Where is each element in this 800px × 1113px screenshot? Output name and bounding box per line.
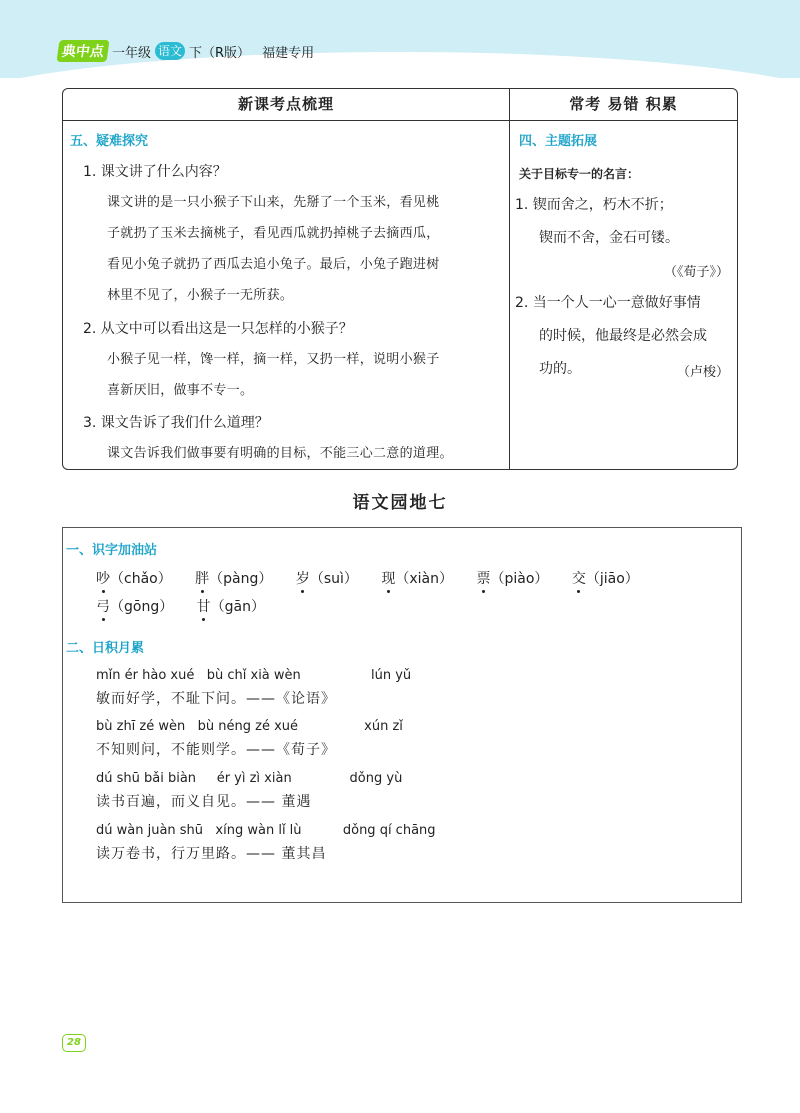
answer-line: 林里不见了，小猴子一无所获。 [107,288,294,303]
volume-label: 下（R版） [189,45,251,61]
quote-line: 功的。 [539,361,581,377]
answer-line: 子就扔了玉米去摘桃子，看见西瓜就扔掉桃子去摘西瓜， [107,226,440,241]
answer-3 [107,438,453,469]
quote-1 [515,189,679,255]
character-item: 交（jiāo） [571,571,639,587]
character-item: 票（piào） [476,571,549,587]
quote-line: 的时候，他最终是必然会成 [539,328,707,344]
right-column-title: 常考 易错 积累 [569,95,678,113]
answer-line: 看见小兔子就扔了西瓜去追小兔子。最后，小兔子跑进树 [107,257,440,272]
character-item: 弓（gōng） [96,599,174,615]
character-list [96,568,736,624]
question-2: 2. 从文中可以看出这是一只怎样的小猴子？ [83,321,353,337]
section-title-1: 一、识字加油站 [66,543,158,558]
character-item: 现（xiàn） [381,571,454,587]
section-title-4: 四、主题拓展 [519,134,598,149]
answer-line: 课文告诉我们做事要有明确的目标，不能三心二意的道理。 [107,446,453,461]
page-number: 28 [62,1034,86,1052]
subject-badge: 语文 [155,42,185,60]
answer-line: 课文讲的是一只小猴子下山来，先掰了一个玉米，看见桃 [107,195,440,210]
header-divider [63,120,737,121]
saying-pinyin: mǐn ér hào xué bù chǐ xià wèn lún yǔ [96,668,412,683]
column-divider [509,89,510,469]
saying-text: 读书百遍，而义自见。—— 董遇 [96,794,312,810]
saying-pinyin: dú wàn juàn shū xíng wàn lǐ lù dǒng qí chāng [96,823,436,838]
character-item: 岁（suì） [295,571,358,587]
character-item: 甘（gān） [196,599,266,615]
answer-line: 喜新厌旧，做事不专一。 [107,383,254,398]
quote-line: 1. 锲而舍之，朽木不折； [515,197,673,213]
grade-label: 一年级 [112,45,152,61]
quote-line: 2. 当一个人一心一意做好事情 [515,295,701,311]
saying-pinyin: bù zhī zé wèn bù néng zé xué xún zǐ [96,719,403,734]
edition-label: 福建专用 [262,45,315,61]
character-item: 吵（chǎo） [96,571,172,587]
section-title-2: 二、日积月累 [66,641,145,656]
saying-pinyin: dú shū bǎi biàn ér yì zì xiàn dǒng yù [96,771,403,786]
quote-2-source: （卢梭） [676,365,729,380]
review-table [62,88,738,470]
page-title: 语文园地七 [352,493,448,513]
section-title-5: 五、疑难探究 [70,134,149,149]
quote-1-source: （《荀子》） [663,265,729,280]
saying-text: 敏而好学，不耻下问。——《论语》 [96,691,336,707]
answer-1 [107,187,440,311]
left-column-title: 新课考点梳理 [237,95,334,113]
question-1: 1. 课文讲了什么内容？ [83,164,227,180]
saying-text: 读万卷书，行万里路。—— 董其昌 [96,846,327,862]
quote-subtitle: 关于目标专一的名言： [519,167,640,181]
question-3: 3. 课文告诉了我们什么道理？ [83,415,269,431]
answer-2 [107,344,440,406]
quote-line: 锲而不舍，金石可镂。 [539,230,679,246]
saying-text: 不知则问，不能则学。——《荀子》 [96,742,336,758]
page-header [58,40,314,62]
brand-logo: 典中点 [56,40,109,62]
character-item: 胖（pàng） [195,571,273,587]
answer-line: 小猴子见一样，馋一样，摘一样，又扔一样，说明小猴子 [107,352,440,367]
